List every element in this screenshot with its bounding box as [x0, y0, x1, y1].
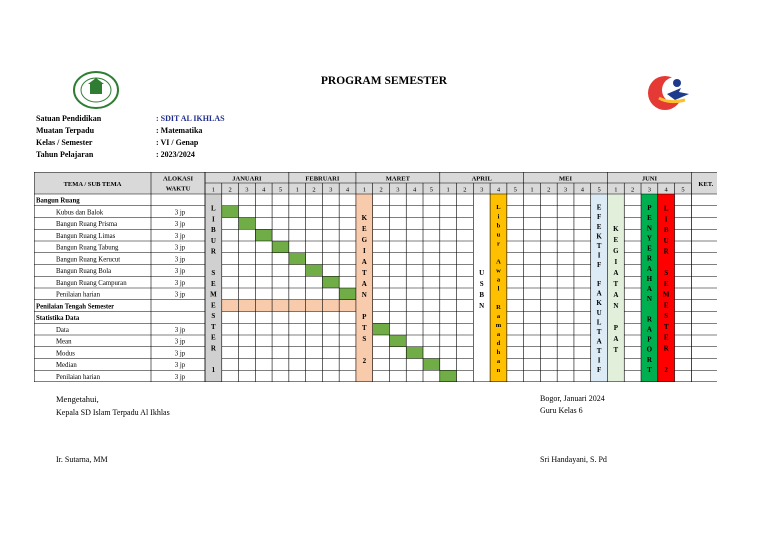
- place-date: Bogor, Januari 2024: [540, 394, 605, 403]
- band-text: I: [362, 246, 366, 255]
- band-text: E: [663, 333, 669, 342]
- week-number: 1: [446, 186, 450, 194]
- band-text: F: [596, 280, 602, 289]
- band-text: F: [596, 213, 602, 222]
- row-label: Data: [56, 326, 69, 334]
- band-text: L: [663, 204, 669, 213]
- band-text: I: [212, 215, 215, 224]
- band-text: T: [361, 323, 367, 332]
- row-label: Median: [56, 362, 77, 369]
- row-alokasi: 3 jp: [174, 326, 186, 334]
- band-text: S: [664, 312, 669, 321]
- info-row: [36, 113, 225, 125]
- band-text: 2: [362, 356, 367, 365]
- band-text: d: [496, 340, 501, 348]
- band-text: H: [646, 274, 653, 283]
- band-text: R: [210, 247, 216, 256]
- row-label: Bangun Ruang Limas: [56, 232, 116, 240]
- band-text: U: [479, 268, 485, 277]
- band-text: M: [210, 290, 217, 299]
- band-text: P: [647, 204, 652, 213]
- principal-title: Kepala SD Islam Terpadu Al Ikhlas: [56, 408, 170, 417]
- band-text: T: [647, 365, 652, 374]
- band-text: B: [663, 226, 669, 235]
- row-label: Mean: [56, 338, 72, 346]
- month-header: MEI: [559, 175, 573, 183]
- band-text: T: [613, 345, 619, 354]
- info-key: Muatan Terpadu: [36, 126, 95, 135]
- band-text: a: [496, 358, 501, 366]
- activity-cell: [389, 335, 406, 347]
- info-value: : VI / Genap: [156, 138, 199, 147]
- week-number: 1: [295, 186, 299, 194]
- band-text: S: [664, 269, 669, 278]
- activity-cell: [239, 218, 256, 230]
- band-text: F: [596, 366, 602, 375]
- week-number: 4: [262, 186, 266, 194]
- week-number: 3: [480, 186, 484, 194]
- row-alokasi: 3 jp: [174, 279, 186, 287]
- band-text: A: [646, 325, 652, 334]
- band-text: A: [596, 337, 602, 346]
- band-text: T: [596, 346, 602, 355]
- band-text: E: [647, 244, 652, 253]
- band-text: A: [361, 257, 367, 266]
- week-number: 2: [463, 186, 467, 194]
- band-text: T: [596, 241, 602, 250]
- band-text: 2: [664, 365, 668, 374]
- band-text: E: [596, 203, 602, 212]
- band-text: K: [596, 299, 602, 308]
- teacher-name: Sri Handayani, S. Pd: [540, 455, 607, 464]
- info-key: Satuan Pendidikan: [36, 114, 102, 123]
- row-label: Bangun Ruang Bola: [56, 268, 112, 275]
- band-text: E: [211, 333, 216, 342]
- program-table: [34, 172, 717, 382]
- row-label: Modus: [56, 350, 75, 358]
- band-text: A: [496, 258, 501, 266]
- week-number: 2: [312, 186, 316, 194]
- band-text: I: [597, 356, 601, 365]
- week-number: 3: [396, 186, 400, 194]
- band-text: a: [496, 276, 501, 284]
- band-text: T: [596, 327, 602, 336]
- week-number: 5: [597, 186, 601, 194]
- band-text: N: [361, 290, 367, 299]
- row-alokasi: 3 jp: [174, 268, 186, 275]
- row-label: Kubus dan Balok: [56, 209, 104, 217]
- row-label: Penilaian harian: [56, 291, 100, 299]
- row-label: Bangun Ruang Kerucut: [56, 256, 121, 264]
- band-text: I: [597, 251, 601, 260]
- band-text: S: [211, 269, 216, 278]
- band-text: R: [496, 303, 501, 311]
- week-number: 2: [379, 186, 383, 194]
- month-header: MARET: [385, 175, 410, 183]
- row-label: Bangun Ruang Campuran: [56, 279, 127, 287]
- band-text: R: [646, 254, 652, 263]
- band-text: E: [596, 222, 602, 231]
- row-label: Bangun Ruang Prisma: [56, 221, 118, 228]
- band-text: L: [211, 204, 216, 213]
- band-text: E: [211, 279, 216, 288]
- activity-cell: [339, 288, 356, 300]
- band-text: N: [479, 301, 485, 310]
- week-number: 3: [563, 186, 568, 194]
- activity-cell: [289, 253, 306, 265]
- week-number: 1: [362, 186, 366, 194]
- row-alokasi: 3 jp: [174, 350, 186, 358]
- week-number: 4: [664, 186, 668, 194]
- info-value: : SDIT AL IKHLAS: [156, 114, 225, 123]
- band-text: F: [596, 260, 602, 269]
- band-text: E: [663, 279, 669, 288]
- band-text: N: [613, 301, 619, 310]
- info-value: : Matematika: [156, 126, 203, 135]
- band-text: b: [496, 222, 501, 230]
- week-number: 4: [580, 186, 584, 194]
- row-label: Penilaian Tengah Semester: [36, 303, 115, 311]
- band-text: E: [613, 235, 619, 244]
- band-text: G: [361, 235, 368, 244]
- band-text: i: [497, 213, 500, 221]
- info-row: [36, 149, 225, 161]
- col-header-alokasi: WAKTU: [165, 185, 191, 193]
- week-number: 2: [547, 186, 551, 194]
- band-text: S: [362, 334, 367, 343]
- band-text: I: [614, 257, 618, 266]
- row-alokasi: 3 jp: [174, 232, 186, 240]
- col-header-tema: TEMA / SUB TEMA: [63, 181, 122, 188]
- week-number: 4: [413, 186, 417, 194]
- band-text: B: [211, 226, 216, 235]
- band-text: R: [663, 344, 669, 353]
- band-text: B: [479, 290, 485, 299]
- band-text: A: [613, 290, 619, 299]
- band-text: I: [664, 215, 668, 224]
- row-label: Bangun Ruang: [36, 197, 80, 205]
- week-number: 3: [647, 186, 652, 194]
- band-text: S: [479, 279, 484, 288]
- info-key: Tahun Pelajaran: [36, 150, 94, 159]
- band-text: E: [647, 214, 652, 223]
- band-text: Y: [646, 234, 652, 243]
- week-number: 1: [614, 186, 618, 194]
- band-text: K: [596, 232, 602, 241]
- week-number: 1: [211, 186, 216, 194]
- week-number: 2: [631, 186, 635, 194]
- band-text: G: [613, 246, 619, 255]
- band-text: A: [361, 279, 367, 288]
- band-text: A: [646, 264, 652, 273]
- band-text: R: [663, 247, 669, 256]
- band-text: P: [362, 312, 367, 321]
- band-text: L: [596, 318, 602, 327]
- activity-cell: [255, 229, 272, 241]
- week-number: 1: [530, 186, 534, 194]
- band-text: A: [613, 334, 619, 343]
- band-text: O: [646, 345, 653, 354]
- band-text: E: [663, 301, 669, 310]
- band-text: N: [646, 295, 652, 304]
- info-value: : 2023/2024: [156, 150, 195, 159]
- row-label: Penilaian harian: [56, 373, 100, 381]
- band-text: h: [496, 349, 501, 357]
- row-alokasi: 3 jp: [174, 209, 186, 217]
- band-column: [356, 194, 373, 382]
- band-text: N: [646, 224, 652, 233]
- activity-cell: [373, 323, 390, 335]
- band-text: T: [211, 322, 216, 331]
- week-number: 2: [228, 186, 232, 194]
- principal-name: Ir. Sutarna, MM: [56, 455, 108, 464]
- row-alokasi: 3 jp: [174, 362, 186, 369]
- band-text: L: [496, 204, 501, 212]
- band-text: w: [496, 267, 501, 275]
- band-text: P: [647, 335, 652, 344]
- page-title: PROGRAM SEMESTER: [320, 75, 448, 87]
- week-number: 5: [681, 186, 685, 194]
- teacher-title: Guru Kelas 6: [540, 406, 583, 415]
- band-text: K: [613, 224, 619, 233]
- week-number: 5: [513, 186, 517, 194]
- week-number: 4: [496, 186, 501, 194]
- band-text: A: [613, 268, 619, 277]
- band-text: A: [646, 285, 652, 294]
- band-text: l: [497, 285, 500, 293]
- activity-cell: [423, 359, 440, 371]
- row-label: Bangun Ruang Tabung: [56, 244, 119, 252]
- band-text: U: [663, 236, 669, 245]
- band-text: K: [361, 213, 368, 222]
- month-header: JANUARI: [232, 175, 262, 183]
- month-header: APRIL: [471, 175, 492, 183]
- row-label: Statistika Data: [36, 315, 80, 322]
- band-text: a: [496, 312, 501, 320]
- info-row: [36, 137, 225, 149]
- week-number: 4: [345, 186, 350, 194]
- band-text: U: [596, 308, 602, 317]
- row-alokasi: 3 jp: [174, 291, 186, 299]
- activity-cell: [322, 276, 339, 288]
- band-text: R: [210, 344, 216, 353]
- band-text: R: [646, 355, 652, 364]
- month-header: FEBRUARI: [305, 175, 340, 183]
- row-alokasi: 3 jp: [174, 373, 186, 381]
- band-text: E: [361, 224, 367, 233]
- week-number: 5: [429, 186, 434, 194]
- band-text: E: [211, 301, 216, 310]
- row-alokasi: 3 jp: [174, 244, 186, 252]
- info-key: Kelas / Semester: [36, 138, 93, 147]
- week-number: 3: [245, 186, 249, 194]
- band-text: m: [495, 321, 502, 329]
- activity-cell: [222, 206, 239, 218]
- band-text: T: [663, 322, 669, 331]
- band-text: U: [210, 236, 216, 245]
- activity-cell: [440, 370, 457, 382]
- row-alokasi: 3 jp: [174, 338, 186, 346]
- row-alokasi: 3 jp: [174, 221, 186, 228]
- band-text: T: [613, 279, 619, 288]
- band-text: u: [496, 231, 501, 239]
- band-text: M: [662, 290, 670, 299]
- col-header-ket: KET.: [698, 181, 714, 188]
- band-text: S: [211, 312, 216, 321]
- school-info: [36, 113, 225, 161]
- band-text: r: [497, 240, 500, 248]
- activity-cell: [306, 265, 323, 277]
- col-header-alokasi: ALOKASI: [163, 175, 193, 183]
- week-number: 3: [329, 186, 333, 194]
- month-header: JUNI: [641, 175, 657, 183]
- band-text: T: [361, 268, 367, 277]
- band-text: a: [496, 330, 501, 338]
- activity-cell: [272, 241, 289, 253]
- band-column: [473, 194, 490, 382]
- row-alokasi: 3 jp: [174, 256, 186, 264]
- week-number: 5: [278, 186, 283, 194]
- approval-label: Mengetahui,: [56, 394, 99, 404]
- band-text: P: [613, 323, 619, 332]
- info-row: [36, 125, 225, 137]
- band-text: R: [646, 315, 652, 324]
- activity-cell: [406, 347, 423, 359]
- band-text: A: [596, 289, 602, 298]
- band-text: 1: [211, 365, 216, 374]
- band-text: n: [496, 367, 501, 375]
